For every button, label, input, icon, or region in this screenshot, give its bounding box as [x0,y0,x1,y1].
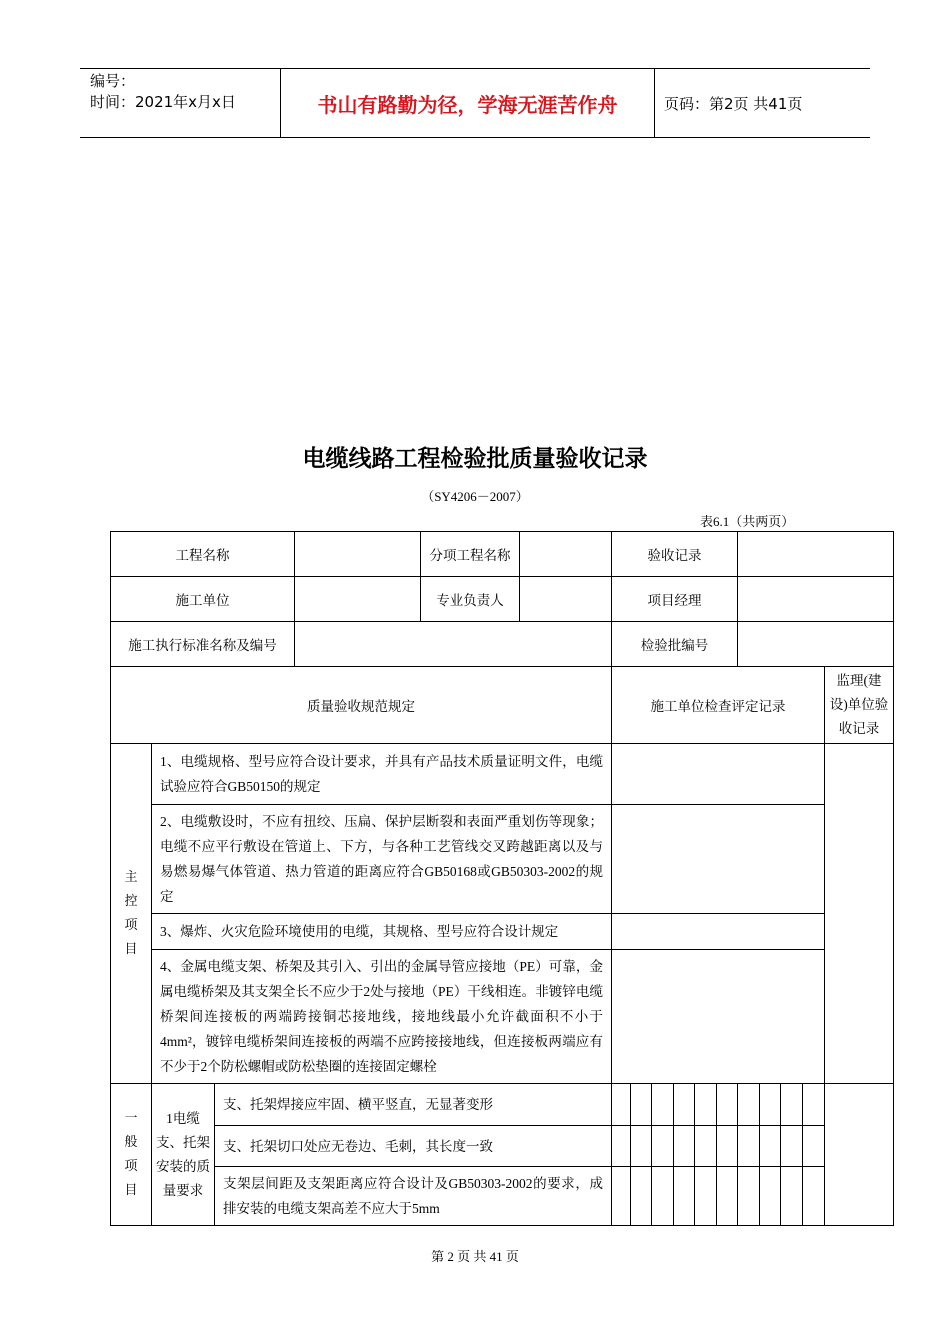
check-cell[interactable] [781,1126,803,1167]
label-project-name: 工程名称 [111,532,295,577]
field-standard[interactable] [295,622,612,667]
check-cell[interactable] [695,1167,717,1226]
header-meta [80,69,280,137]
main-item-2: 2、电缆敷设时，不应有扭绞、压扁、保护层断裂和表面严重划伤等现象；电缆不应平行敷设在管道上、下方，与各种工艺管线交叉跨越距离以及与易燃易爆气体管道、热力管道的距离应符合GB50168或GB50303-2002的规定 [152,805,612,914]
field-acceptance-record[interactable] [738,532,894,577]
general-item-2: 支、托架切口处应无卷边、毛刺，其长度一致 [215,1126,612,1167]
main-items-text: 主控项目 [124,869,138,957]
check-cell[interactable] [695,1126,717,1167]
general-item-3: 支架层间距及支架距离应符合设计及GB50303-2002的要求，成排安装的电缆支架高差不应大于5mm [215,1167,612,1226]
general-item-1: 支、托架焊接应牢固、横平竖直，无显著变形 [215,1084,612,1126]
check-cell[interactable] [717,1084,738,1126]
check-cell[interactable] [674,1167,695,1226]
page-header [80,68,870,138]
check-cell[interactable] [760,1167,781,1226]
label-supervision: 监理(建设)单位验收记录 [825,667,894,744]
doc-title: 电缆线路工程检验批质量验收记录 [302,446,648,472]
general-items-text: 一般项目 [124,1110,138,1198]
doc-standard: （SY4206－2007） [421,489,529,504]
general-items-supervision[interactable] [825,1084,894,1226]
acceptance-form [110,531,894,1226]
field-batch-no[interactable] [738,622,894,667]
check-cell[interactable] [760,1126,781,1167]
main-item-3-check[interactable] [612,914,825,950]
check-cell[interactable] [738,1084,760,1126]
check-cell[interactable] [695,1084,717,1126]
check-cell[interactable] [631,1084,652,1126]
field-construction-unit[interactable] [295,577,421,622]
label-project-manager: 项目经理 [612,577,738,622]
check-cell[interactable] [652,1126,674,1167]
check-cell[interactable] [674,1126,695,1167]
label-professional-lead: 专业负责人 [421,577,520,622]
check-cell[interactable] [717,1126,738,1167]
label-sub-project: 分项工程名称 [421,532,520,577]
check-cell[interactable] [612,1167,631,1226]
field-sub-project[interactable] [520,532,612,577]
check-cell[interactable] [612,1126,631,1167]
main-items-supervision[interactable] [825,744,894,1084]
field-project-manager[interactable] [738,577,894,622]
label-self-check: 施工单位检查评定记录 [612,667,825,744]
general-group-label: 1电缆支、托架安装的质量要求 [152,1084,215,1226]
label-acceptance-record: 验收记录 [612,532,738,577]
field-project-name[interactable] [295,532,421,577]
check-cell[interactable] [652,1084,674,1126]
header-motto: 书山有路勤为径，学海无涯苦作舟 [280,69,655,137]
label-batch-no: 检验批编号 [612,622,738,667]
check-cell[interactable] [781,1084,803,1126]
check-cell[interactable] [760,1084,781,1126]
check-cell[interactable] [781,1167,803,1226]
check-cell[interactable] [631,1167,652,1226]
check-cell[interactable] [803,1084,825,1126]
check-cell[interactable] [717,1167,738,1226]
main-items-label [111,744,152,1084]
table-number: 表6.1（共两页） [700,514,795,529]
field-professional-lead[interactable] [520,577,612,622]
check-cell[interactable] [803,1126,825,1167]
check-cell[interactable] [738,1167,760,1226]
time-label: 时间：2021年x月x日 [90,93,236,111]
check-cell[interactable] [631,1126,652,1167]
check-cell[interactable] [803,1167,825,1226]
main-item-2-check[interactable] [612,805,825,914]
number-label: 编号： [90,72,136,90]
check-cell[interactable] [652,1167,674,1226]
page-footer: 第 2 页 共 41 页 [431,1249,519,1264]
main-item-1-check[interactable] [612,744,825,805]
header-page-info: 页码：第2页 共41页 [664,94,803,113]
check-cell[interactable] [674,1084,695,1126]
main-item-1: 1、电缆规格、型号应符合设计要求，并具有产品技术质量证明文件，电缆试验应符合GB50150的规定 [152,744,612,805]
check-cell[interactable] [738,1126,760,1167]
check-cell[interactable] [612,1084,631,1126]
main-item-3: 3、爆炸、火灾危险环境使用的电缆，其规格、型号应符合设计规定 [152,914,612,950]
main-item-4: 4、金属电缆支架、桥架及其引入、引出的金属导管应接地（PE）可靠，金属电缆桥架及其支架全长不应少于2处与接地（PE）干线相连。非镀锌电缆桥架间连接板的两端跨接铜芯接地线，接地线最小允许截面积不小于4mm²，镀锌电缆桥架间连接板的两端不应跨接接地线，但连接板两端应有不少于2个防松螺帽或防松垫圈的连接固定螺栓 [152,950,612,1084]
label-construction-unit: 施工单位 [111,577,295,622]
label-standard: 施工执行标准名称及编号 [111,622,295,667]
label-quality-spec: 质量验收规范规定 [111,667,612,744]
general-items-label [111,1084,152,1226]
main-item-4-check[interactable] [612,950,825,1084]
